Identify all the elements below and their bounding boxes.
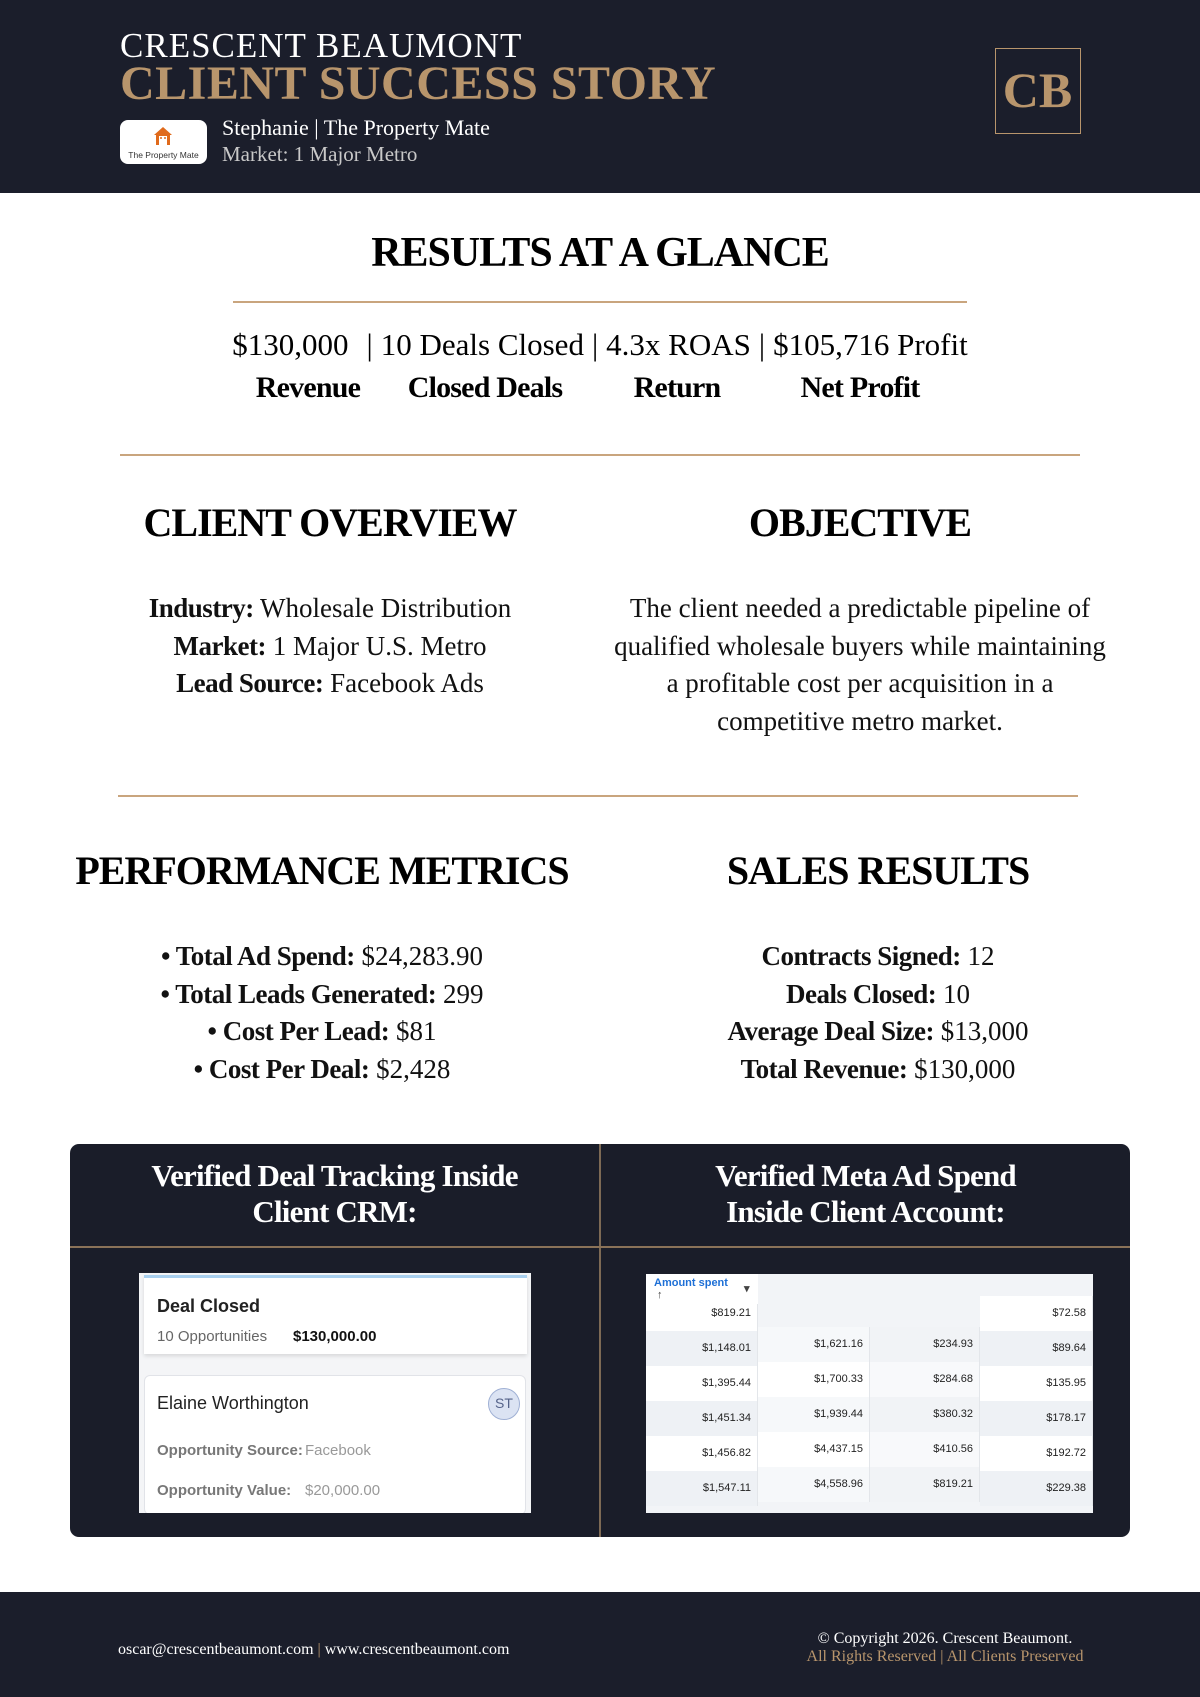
table-cell: $1,700.33	[758, 1362, 870, 1397]
sales-item	[628, 1013, 1128, 1051]
table-cell: $135.95	[980, 1366, 1093, 1401]
stat-roas-value: 4.3x ROAS	[606, 327, 751, 362]
table-cell: $89.64	[980, 1331, 1093, 1366]
sales-item	[628, 938, 1128, 976]
field-label: Opportunity Source:	[157, 1442, 303, 1459]
client-logo-text: The Property Mate	[128, 150, 199, 160]
bullet: •	[160, 941, 170, 971]
sales-item-label: Total Revenue:	[740, 1053, 908, 1084]
deal-stage-title: Deal Closed	[157, 1296, 261, 1316]
contact-name: Elaine Worthington	[157, 1393, 309, 1413]
sales-item	[628, 1051, 1128, 1089]
overview-item	[80, 590, 580, 628]
chevron-down-icon: ▾	[744, 1283, 750, 1295]
table-cell: $4,558.96	[758, 1467, 870, 1502]
footer-contact	[118, 1641, 509, 1659]
bullet: •	[193, 1053, 203, 1084]
monogram-text: CB	[1002, 62, 1073, 118]
footer-separator: |	[317, 1641, 321, 1658]
table-cell: $1,451.34	[646, 1401, 758, 1436]
copyright-text: © Copyright 2026. Crescent Beaumont.	[817, 1630, 1073, 1647]
performance-item-label: Total Leads Generated:	[175, 978, 437, 1009]
sales-item-label: Average Deal Size:	[727, 1016, 934, 1046]
crm-heading-line: Verified Deal Tracking Inside	[151, 1158, 518, 1193]
overview-list	[80, 590, 580, 703]
stat-deals-value: 10 Deals Closed	[380, 327, 584, 362]
header-banner	[0, 0, 1200, 193]
table-cell: $380.32	[870, 1397, 980, 1432]
client-logo	[120, 120, 207, 164]
page-title: CLIENT SUCCESS STORY	[120, 57, 717, 110]
stat-separator: |	[366, 327, 373, 362]
overview-item	[80, 665, 580, 703]
meta-heading-line: Verified Meta Ad Spend	[715, 1158, 1016, 1193]
performance-item-label: Total Ad Spend:	[175, 941, 355, 971]
opportunity-count: 10 Opportunities	[157, 1328, 268, 1345]
stat-separator: |	[758, 327, 766, 362]
amount-spent-header	[646, 1274, 758, 1304]
field-value: Facebook	[305, 1442, 371, 1459]
performance-title: PERFORMANCE METRICS	[75, 848, 569, 893]
sort-ascending-icon: ↑	[657, 1289, 663, 1301]
performance-item-label: Cost Per Deal:	[208, 1053, 370, 1084]
performance-item	[72, 938, 572, 976]
sales-item-value: 10	[943, 978, 970, 1009]
sales-item-value: $13,000	[940, 1016, 1029, 1046]
section-divider	[118, 795, 1078, 797]
footer	[0, 1592, 1200, 1697]
table-cell: $284.68	[870, 1362, 980, 1397]
performance-item-value: $81	[395, 1016, 437, 1046]
performance-item	[72, 1051, 572, 1089]
overview-item-label: Lead Source:	[176, 668, 324, 698]
table-cell: $1,621.16	[758, 1327, 870, 1362]
objective-line: The client needed a predictable pipeline of	[629, 593, 1091, 623]
stat-deals-label: Closed Deals	[407, 371, 563, 404]
stat-separator: |	[591, 327, 599, 362]
panel-divider-vertical	[599, 1144, 601, 1537]
avatar: ST	[488, 1388, 520, 1420]
crm-heading-line: Client CRM:	[252, 1194, 417, 1229]
meta-ads-screenshot	[646, 1274, 1093, 1513]
stat-profit-label: Net Profit	[800, 371, 920, 404]
field-label: Opportunity Value:	[157, 1482, 292, 1499]
sales-item-value: $130,000	[914, 1053, 1016, 1084]
contact-email[interactable]: oscar@crescentbeaumont.com	[118, 1641, 314, 1658]
amount-spent-label: Amount spent	[654, 1277, 728, 1289]
performance-item-value: 299	[442, 978, 484, 1009]
client-name: Stephanie | The Property Mate	[222, 115, 490, 140]
panel-divider-horizontal	[70, 1246, 1130, 1248]
overview-item-value: Facebook Ads	[330, 668, 484, 698]
sales-item-value: 12	[967, 941, 995, 971]
monogram-logo	[995, 48, 1081, 134]
table-cell: $4,437.15	[758, 1432, 870, 1467]
house-icon	[152, 125, 174, 147]
section-divider	[120, 454, 1080, 456]
table-column	[646, 1274, 758, 1513]
objective-line: qualified wholesale buyers while maintaining	[614, 630, 1106, 661]
table-cell: $819.21	[646, 1296, 758, 1331]
stage-total: $130,000.00	[293, 1328, 377, 1345]
overview-item	[80, 628, 580, 666]
sales-list	[628, 938, 1128, 1088]
table-cell: $192.72	[980, 1436, 1093, 1471]
table-cell: $1,939.44	[758, 1397, 870, 1432]
sales-title: SALES RESULTS	[726, 848, 1030, 893]
client-market: Market: 1 Major Metro	[222, 142, 418, 166]
stat-profit-value: $105,716 Profit	[773, 327, 968, 362]
table-cell: $234.93	[870, 1327, 980, 1362]
table-cell: $410.56	[870, 1432, 980, 1467]
results-title: RESULTS AT A GLANCE	[371, 230, 829, 276]
overview-title: CLIENT OVERVIEW	[143, 500, 517, 545]
table-cell: $1,395.44	[646, 1366, 758, 1401]
sales-item-label: Contracts Signed:	[761, 941, 961, 971]
field-value: $20,000.00	[305, 1482, 381, 1499]
objective-text	[610, 590, 1110, 740]
performance-item-value: $24,283.90	[361, 941, 484, 971]
table-column	[980, 1274, 1093, 1513]
stat-roas-label: Return	[633, 371, 721, 404]
opportunity-card	[144, 1375, 526, 1513]
overview-item-label: Market:	[173, 630, 266, 661]
table-cell: $819.21	[870, 1467, 980, 1502]
table-cell: $1,456.82	[646, 1436, 758, 1471]
crm-screenshot	[139, 1273, 531, 1513]
overview-item-label: Industry:	[148, 593, 254, 623]
table-column	[870, 1274, 980, 1513]
bullet: •	[207, 1016, 217, 1046]
website-link[interactable]: www.crescentbeaumont.com	[324, 1641, 510, 1658]
objective-title: OBJECTIVE	[748, 500, 972, 545]
table-cell: $1,547.11	[646, 1471, 758, 1506]
stat-revenue-label: Revenue	[255, 371, 361, 404]
overview-item-value: 1 Major U.S. Metro	[272, 630, 487, 661]
objective-line: a profitable cost per acquisition in a	[666, 668, 1054, 698]
results-rule	[233, 301, 967, 303]
meta-heading	[601, 1158, 1130, 1230]
performance-item-value: $2,428	[376, 1053, 451, 1084]
table-cell: $1,148.01	[646, 1331, 758, 1366]
rights-text: All Rights Reserved | All Clients Preserved	[806, 1648, 1084, 1665]
deal-stage-card	[144, 1275, 527, 1354]
performance-item-label: Cost Per Lead:	[222, 1016, 390, 1046]
performance-item	[72, 976, 572, 1014]
meta-heading-line: Inside Client Account:	[726, 1194, 1005, 1229]
objective-line: competitive metro market.	[717, 705, 1003, 736]
sales-item	[628, 976, 1128, 1014]
table-column	[758, 1274, 870, 1513]
overview-item-value: Wholesale Distribution	[260, 593, 512, 623]
stat-revenue-value: $130,000	[232, 327, 349, 362]
table-cell: $72.58	[980, 1296, 1093, 1331]
results-stats-line	[0, 327, 1200, 363]
sales-item-label: Deals Closed:	[786, 978, 937, 1009]
table-cell: $178.17	[980, 1401, 1093, 1436]
crm-heading	[70, 1158, 599, 1230]
table-cell: $229.38	[980, 1471, 1093, 1506]
performance-list	[72, 938, 572, 1088]
performance-item	[72, 1013, 572, 1051]
brand-name: CRESCENT BEAUMONT	[120, 26, 523, 65]
bullet: •	[160, 978, 170, 1009]
